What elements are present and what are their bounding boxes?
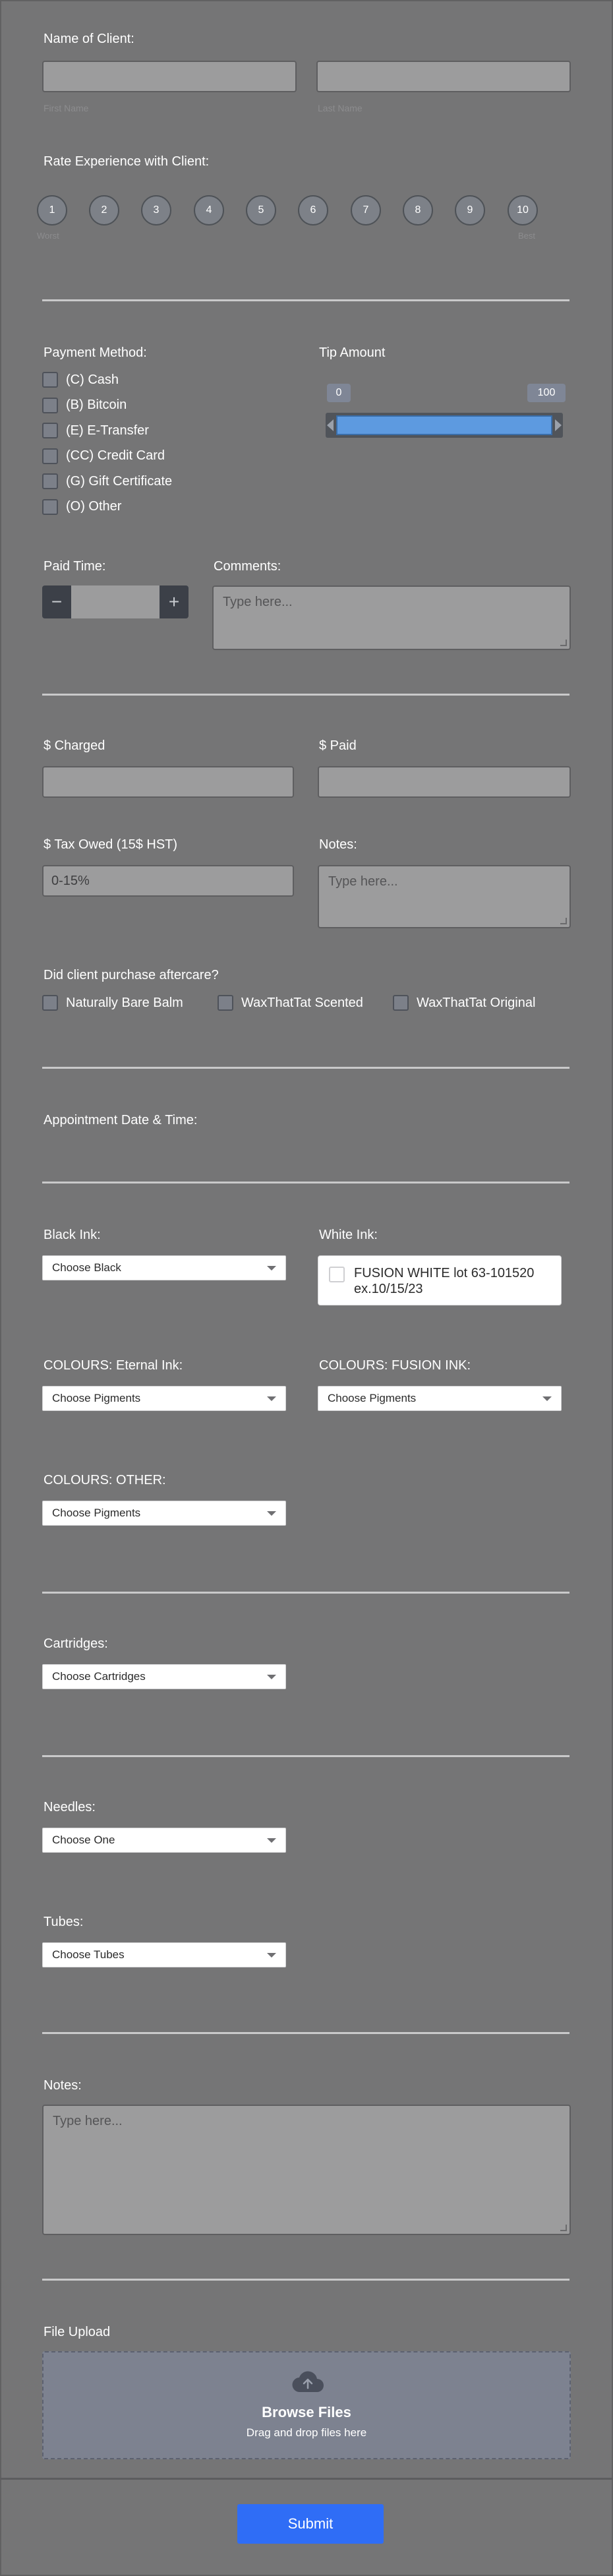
first-name-input[interactable]	[42, 61, 297, 92]
notes-label: Notes:	[44, 2078, 82, 2093]
appointment-label: Appointment Date & Time:	[44, 1113, 198, 1127]
aftercare-option-scented[interactable]	[218, 995, 363, 1011]
eternal-ink-value: Choose Pigments	[52, 1392, 141, 1404]
aftercare-option-label: WaxThatTat Original	[417, 995, 536, 1010]
needles-select[interactable]	[42, 1828, 286, 1853]
last-name-input[interactable]	[316, 61, 571, 92]
aftercare-option-balm[interactable]	[42, 995, 183, 1011]
notes-placeholder: Type here...	[53, 2114, 123, 2128]
black-ink-label: Black Ink:	[44, 1228, 101, 1242]
tip-min-value: 0	[327, 384, 351, 402]
tip-slider-min-handle[interactable]	[327, 419, 334, 431]
paid-time-input[interactable]	[71, 585, 160, 618]
checkbox[interactable]	[393, 995, 409, 1011]
cartridges-value: Choose Cartridges	[52, 1670, 146, 1683]
rating-option-6[interactable]: 6	[298, 195, 328, 225]
divider	[42, 2032, 569, 2034]
cartridges-select[interactable]	[42, 1664, 286, 1689]
checkbox[interactable]	[42, 995, 58, 1011]
comments-label: Comments:	[214, 559, 281, 574]
divider	[42, 1755, 569, 1757]
black-ink-select[interactable]	[42, 1255, 286, 1280]
rating-option-1[interactable]: 1	[37, 195, 67, 225]
chevron-down-icon	[267, 1396, 276, 1401]
payment-option-label: (G) Gift Certificate	[66, 473, 173, 489]
paid-time-label: Paid Time:	[44, 559, 106, 574]
divider	[42, 299, 569, 301]
rating-option-5[interactable]: 5	[246, 195, 276, 225]
divider	[42, 694, 569, 696]
payment-option-label: (O) Other	[66, 499, 122, 514]
divider	[42, 1067, 569, 1069]
aftercare-label: Did client purchase aftercare?	[44, 968, 219, 982]
file-upload-label: File Upload	[44, 2325, 111, 2339]
divider	[42, 2279, 569, 2281]
needles-label: Needles:	[44, 1800, 96, 1814]
white-ink-label: White Ink:	[319, 1228, 378, 1242]
rating-option-2[interactable]: 2	[89, 195, 119, 225]
checkbox[interactable]	[218, 995, 233, 1011]
rating-option-9[interactable]: 9	[455, 195, 485, 225]
other-colours-label: COLOURS: OTHER:	[44, 1473, 166, 1487]
payment-option-label: (B) Bitcoin	[66, 398, 127, 412]
chevron-down-icon	[267, 1511, 276, 1516]
checkbox[interactable]	[42, 473, 58, 489]
rate-low-label: Worst	[37, 231, 59, 241]
rate-high-label: Best	[518, 231, 536, 241]
rating-option-7[interactable]: 7	[351, 195, 381, 225]
fusion-ink-value: Choose Pigments	[328, 1392, 417, 1404]
payment-option-label: (C) Cash	[66, 372, 119, 387]
charged-input[interactable]	[42, 766, 294, 798]
comments-placeholder: Type here...	[223, 595, 293, 609]
cartridges-label: Cartridges:	[44, 1636, 108, 1651]
tubes-select[interactable]	[42, 1942, 286, 1967]
increment-button[interactable]: +	[160, 585, 189, 618]
decrement-button[interactable]: −	[42, 585, 71, 618]
notes-placeholder: Type here...	[328, 874, 398, 889]
resize-handle-icon[interactable]	[560, 2225, 567, 2231]
notes-textarea[interactable]	[42, 2105, 571, 2235]
notes-textarea[interactable]	[318, 865, 571, 928]
tip-max-value: 100	[527, 384, 566, 402]
eternal-ink-label: COLOURS: Eternal Ink:	[44, 1358, 183, 1373]
divider	[42, 1182, 569, 1183]
black-ink-value: Choose Black	[52, 1261, 121, 1274]
chevron-down-icon	[542, 1396, 552, 1401]
client-name-label: Name of Client:	[44, 32, 134, 46]
submit-button[interactable]: Submit	[237, 2504, 384, 2544]
payment-option-label: (E) E-Transfer	[66, 423, 149, 438]
aftercare-option-original[interactable]	[393, 995, 535, 1011]
payment-method-label: Payment Method:	[44, 345, 147, 360]
tip-amount-label: Tip Amount	[319, 345, 386, 360]
fusion-ink-label: COLOURS: FUSION INK:	[319, 1358, 471, 1373]
chevron-down-icon	[267, 1675, 276, 1679]
chevron-down-icon	[267, 1266, 276, 1271]
payment-option[interactable]	[42, 473, 172, 489]
tip-slider-fill	[336, 415, 552, 435]
needles-value: Choose One	[52, 1834, 115, 1846]
eternal-ink-select[interactable]	[42, 1386, 286, 1411]
rating-option-10[interactable]: 10	[508, 195, 538, 225]
tax-owed-label: $ Tax Owed (15$ HST)	[44, 837, 178, 852]
tax-owed-input[interactable]: 0-15%	[42, 865, 294, 897]
last-name-sublabel: Last Name	[318, 103, 363, 113]
checkbox[interactable]	[42, 448, 58, 464]
tubes-label: Tubes:	[44, 1915, 84, 1929]
rating-option-4[interactable]: 4	[194, 195, 224, 225]
file-dropzone[interactable]	[42, 2351, 571, 2459]
footer-divider	[0, 2478, 613, 2480]
paid-input[interactable]	[318, 766, 571, 798]
first-name-sublabel: First Name	[44, 103, 89, 113]
payment-option[interactable]	[42, 398, 127, 413]
checkbox[interactable]	[42, 398, 58, 413]
notes-label: Notes:	[319, 837, 357, 852]
resize-handle-icon[interactable]	[560, 640, 567, 646]
chevron-down-icon	[267, 1838, 276, 1843]
rating-option-8[interactable]: 8	[403, 195, 433, 225]
white-ink-option[interactable]	[318, 1255, 562, 1305]
white-ink-option-label: FUSION WHITE lot 63-101520 ex.10/15/23	[354, 1266, 535, 1296]
cloud-upload-icon	[291, 2370, 325, 2393]
aftercare-option-label: WaxThatTat Scented	[241, 995, 363, 1010]
payment-option[interactable]	[42, 499, 121, 515]
payment-option[interactable]	[42, 448, 165, 464]
checkbox[interactable]	[42, 372, 58, 388]
divider	[42, 1592, 569, 1594]
fusion-ink-select[interactable]	[318, 1386, 562, 1411]
drag-drop-hint: Drag and drop files here	[246, 2426, 367, 2439]
rating-option-3[interactable]: 3	[141, 195, 171, 225]
aftercare-option-label: Naturally Bare Balm	[66, 995, 183, 1010]
resize-handle-icon[interactable]	[560, 918, 567, 924]
other-colours-select[interactable]	[42, 1501, 286, 1526]
tip-slider-max-handle[interactable]	[555, 419, 562, 431]
rate-label: Rate Experience with Client:	[44, 154, 210, 169]
checkbox[interactable]	[329, 1267, 345, 1282]
payment-option-label: (CC) Credit Card	[66, 448, 165, 463]
chevron-down-icon	[267, 1953, 276, 1958]
payment-option[interactable]	[42, 372, 119, 388]
tip-slider-track[interactable]	[326, 413, 563, 438]
paid-label: $ Paid	[319, 738, 357, 753]
checkbox[interactable]	[42, 499, 58, 515]
other-colours-value: Choose Pigments	[52, 1507, 141, 1519]
tubes-value: Choose Tubes	[52, 1948, 125, 1961]
charged-label: $ Charged	[44, 738, 105, 753]
checkbox[interactable]	[42, 423, 58, 438]
browse-files-button[interactable]: Browse Files	[262, 2404, 351, 2420]
comments-textarea[interactable]	[212, 585, 571, 650]
payment-option[interactable]	[42, 423, 149, 438]
